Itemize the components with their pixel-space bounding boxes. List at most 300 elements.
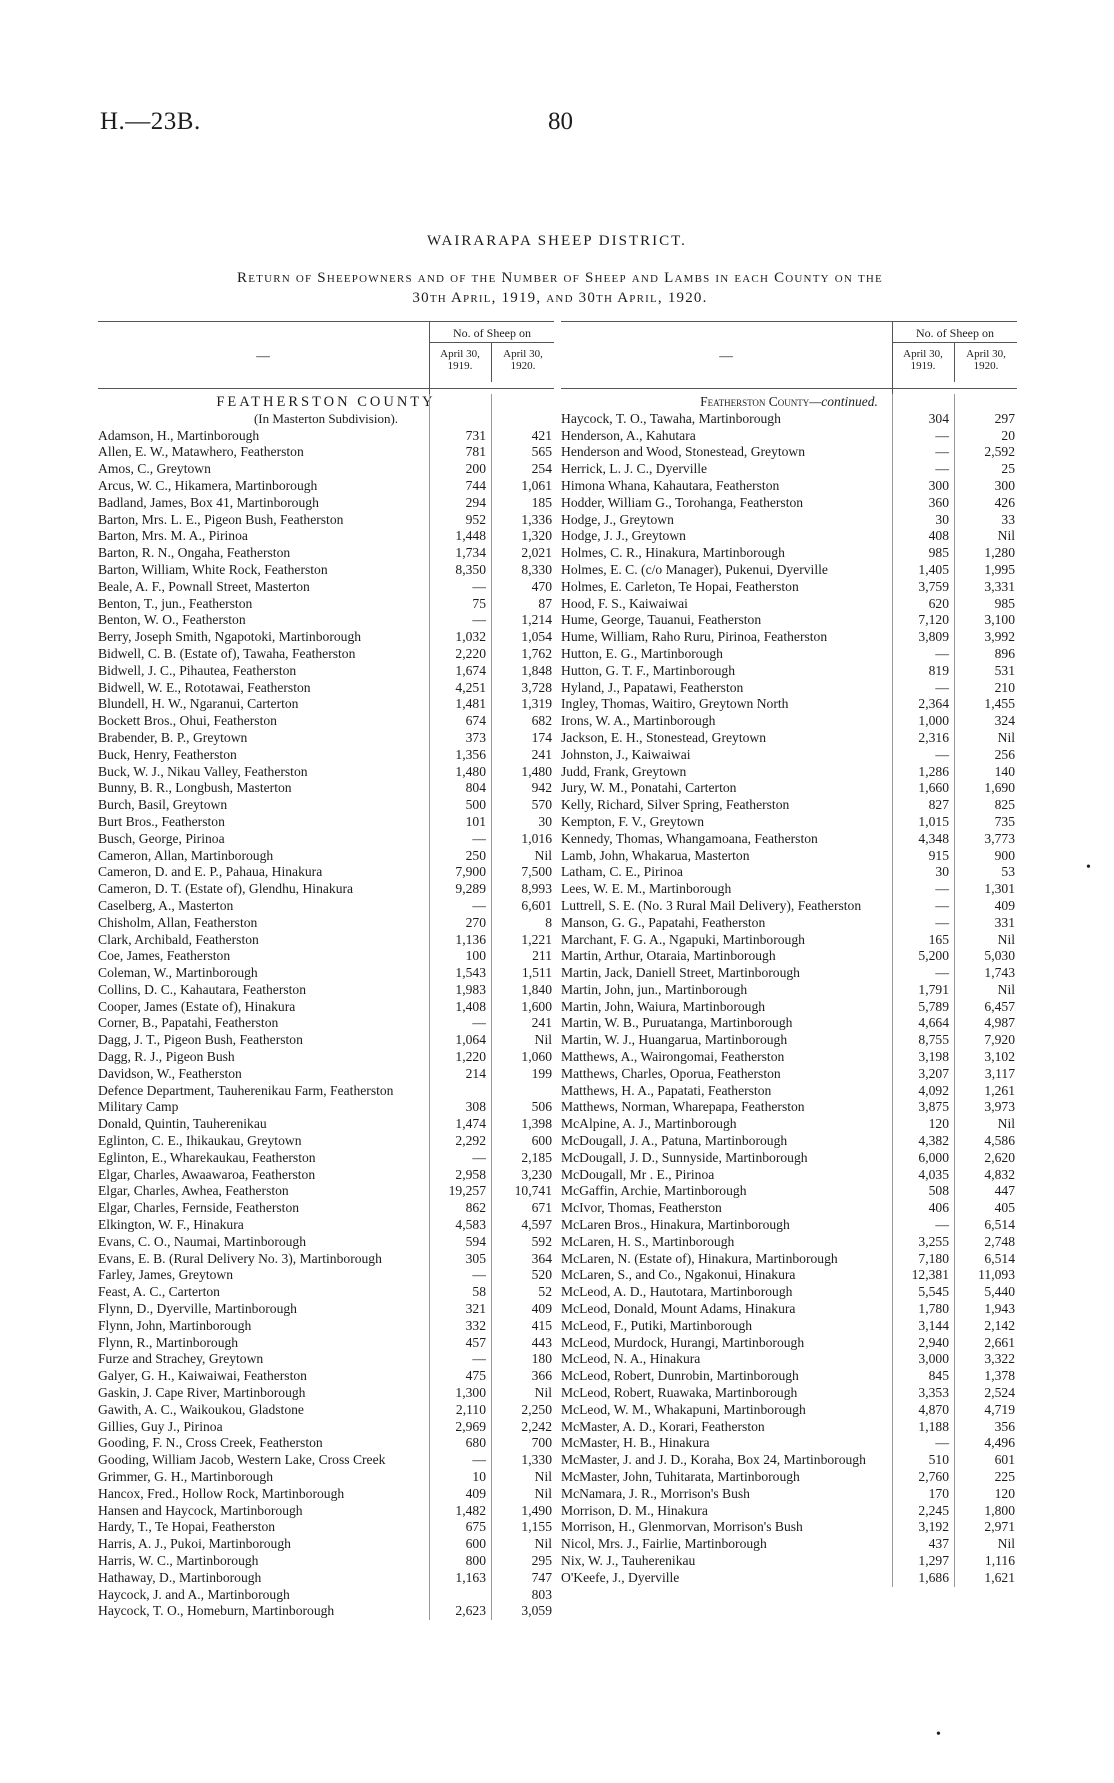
sheep-1919: 2,220	[455, 645, 486, 661]
table-row	[98, 629, 554, 646]
sheep-1919: 4,382	[918, 1133, 949, 1149]
sheep-1920: 592	[531, 1233, 552, 1249]
owner-name: Dagg, R. J., Pigeon Bush	[98, 1049, 235, 1065]
owner-name: McAlpine, A. J., Martinborough	[561, 1116, 737, 1132]
page-number: 80	[548, 108, 573, 135]
table-row	[98, 1133, 554, 1150]
sheep-1920: 747	[531, 1569, 552, 1585]
sheep-1920: 1,116	[984, 1552, 1015, 1568]
sheep-1920: 1,319	[521, 696, 552, 712]
sheep-1919: 781	[465, 444, 486, 460]
owner-name: Lamb, John, Whakarua, Masterton	[561, 847, 750, 863]
table-row	[98, 1301, 554, 1318]
sheep-1919: 7,180	[918, 1250, 949, 1266]
owner-name: Hancox, Fred., Hollow Rock, Martinborough	[98, 1485, 345, 1501]
owner-name: Martin, John, Waiura, Martinborough	[561, 998, 766, 1014]
sheep-1919: 1,015	[918, 813, 949, 829]
table-row	[561, 478, 1017, 495]
sheep-1919: 4,251	[455, 679, 486, 695]
table-row	[561, 999, 1017, 1016]
sheep-1919: 1,482	[455, 1502, 486, 1518]
table-row	[561, 1402, 1017, 1419]
owner-name: Lees, W. E. M., Martinborough	[561, 881, 732, 897]
owner-name: Latham, C. E., Pirinoa	[561, 864, 683, 880]
table-row	[561, 1015, 1017, 1032]
sheep-1920: 1,280	[984, 545, 1015, 561]
owner-name: McMaster, A. D., Korari, Featherston	[561, 1418, 765, 1434]
sheep-1919: 101	[465, 813, 486, 829]
table-row	[561, 764, 1017, 781]
sheep-1920: 87	[538, 595, 552, 611]
sheep-1920: 225	[994, 1469, 1015, 1484]
table-row	[561, 915, 1017, 932]
table-row	[561, 1284, 1017, 1301]
sheep-1919: 1,405	[918, 561, 949, 577]
table-row	[561, 1217, 1017, 1234]
owner-name: Martin, W. B., Puruatanga, Martinborough	[561, 1015, 793, 1031]
table-row	[98, 663, 554, 680]
sheep-1920: 1,320	[521, 528, 552, 544]
owner-name: Davidson, W., Featherston	[98, 1065, 242, 1081]
sheep-1919: —	[935, 1435, 949, 1451]
sheep-1920: Nil	[534, 1536, 552, 1552]
sheep-1919: 1,448	[455, 528, 486, 544]
sheep-1920: 4,719	[984, 1401, 1015, 1417]
table-row	[561, 1301, 1017, 1318]
owner-name: Defence Department, Tauherenikau Farm, Featherston Military Camp	[98, 1082, 394, 1115]
sheep-1919: 1,686	[918, 1569, 949, 1585]
sheep-1920: 199	[531, 1065, 552, 1081]
owner-name: Furze and Strachey, Greytown	[98, 1351, 264, 1367]
sheep-1919: 12,381	[911, 1267, 949, 1283]
owner-name: Elkington, W. F., Hinakura	[98, 1217, 244, 1233]
sheep-1920: 364	[531, 1250, 552, 1266]
sheep-1920: 2,620	[984, 1149, 1015, 1165]
sheep-1919: —	[935, 965, 949, 981]
owner-name: Eglinton, E., Wharekaukau, Featherston	[98, 1149, 316, 1165]
sheep-1919: 408	[928, 528, 949, 544]
sheep-1920: 1,221	[521, 931, 552, 947]
sheep-1919: —	[472, 830, 486, 846]
owner-name: McLeod, Donald, Mount Adams, Hinakura	[561, 1301, 796, 1317]
owner-name: Gooding, F. N., Cross Creek, Featherston	[98, 1435, 323, 1451]
sheep-1919: 409	[465, 1485, 486, 1501]
table-row	[98, 680, 554, 697]
owner-name: Marchant, F. G. A., Ngapuki, Martinborough	[561, 931, 805, 947]
sheep-1920: 331	[994, 914, 1015, 930]
owner-name: Barton, Mrs. M. A., Pirinoa	[98, 528, 248, 544]
sheep-1920: 1,060	[521, 1049, 552, 1065]
table-row	[561, 545, 1017, 562]
table-row	[98, 545, 554, 562]
table-row	[561, 444, 1017, 461]
owner-name: Hume, George, Tauanui, Featherston	[561, 612, 762, 628]
sheep-1919: 3,192	[918, 1519, 949, 1535]
table-row	[98, 1486, 554, 1503]
owner-name: McIvor, Thomas, Featherston	[561, 1200, 722, 1216]
owner-name: Cameron, D. and E. P., Pahaua, Hinakura	[98, 864, 323, 880]
sheep-1919: 321	[465, 1301, 486, 1317]
owner-name: McLaren, S., and Co., Ngakonui, Hinakura	[561, 1267, 796, 1283]
sheep-1919: —	[935, 427, 949, 443]
sheep-1920: 6,514	[984, 1217, 1015, 1233]
owner-name: Gillies, Guy J., Pirinoa	[98, 1418, 223, 1434]
sheep-1919: 1,674	[455, 662, 486, 678]
table-row	[561, 848, 1017, 865]
owner-name: Morrison, H., Glenmorvan, Morrison's Bush	[561, 1519, 803, 1535]
owner-name: Cameron, D. T. (Estate of), Glendhu, Hinakura	[98, 881, 354, 897]
owner-name: Kennedy, Thomas, Whangamoana, Featherston	[561, 830, 818, 846]
sheep-1919: 19,257	[448, 1183, 486, 1199]
sheep-1920: 10,741	[514, 1183, 552, 1199]
sheep-1919: —	[935, 645, 949, 661]
sheep-1919: 1,983	[455, 981, 486, 997]
sheep-1919: 1,064	[455, 1032, 486, 1048]
sheep-1920: 300	[994, 477, 1015, 493]
table-row	[561, 1335, 1017, 1352]
table-row	[98, 1603, 554, 1620]
header-group-label: No. of Sheep on	[916, 326, 994, 340]
table-row	[98, 730, 554, 747]
sheep-1919: 7,900	[455, 864, 486, 880]
sheep-1919: 1,300	[455, 1385, 486, 1401]
owner-name: Bidwell, W. E., Rototawai, Featherston	[98, 679, 311, 695]
sheep-1920: 25	[1001, 461, 1015, 477]
table-row	[561, 1318, 1017, 1335]
header-col-1919: April 30, 1919.	[440, 348, 480, 372]
sheep-1919: 360	[928, 494, 949, 510]
sheep-1919: 1,188	[918, 1418, 949, 1434]
sheep-1920: 1,061	[521, 477, 552, 493]
owner-name: Amos, C., Greytown	[98, 461, 211, 477]
sheep-1919: 304	[928, 410, 949, 426]
table-row	[98, 1368, 554, 1385]
table-row	[98, 764, 554, 781]
table-row	[561, 528, 1017, 545]
margin-mark: •	[936, 1727, 941, 1742]
sheep-1920: 570	[531, 797, 552, 813]
owner-name: Harris, A. J., Pukoi, Martinborough	[98, 1536, 291, 1552]
sheep-1920: 4,987	[984, 1015, 1015, 1031]
sheep-1920: 447	[994, 1183, 1015, 1199]
table-row	[98, 1234, 554, 1251]
table-row	[561, 1267, 1017, 1284]
sheep-1920: 4,586	[984, 1133, 1015, 1149]
header-col-1920: April 30, 1920.	[503, 348, 543, 372]
sheep-1919: 3,353	[918, 1385, 949, 1401]
table-row	[561, 1503, 1017, 1520]
sheep-1919: 2,316	[918, 729, 949, 745]
sheep-1919: 5,789	[918, 998, 949, 1014]
table-row	[98, 696, 554, 713]
table-row	[98, 528, 554, 545]
table-row	[561, 646, 1017, 663]
table-row	[98, 562, 554, 579]
sheep-1920: 985	[994, 595, 1015, 611]
table-row	[561, 1251, 1017, 1268]
sheep-1920: Nil	[997, 1536, 1015, 1552]
sheep-1919: 475	[465, 1368, 486, 1384]
table-row	[98, 1335, 554, 1352]
owner-name: Judd, Frank, Greytown	[561, 763, 687, 779]
sheep-1919: 30	[935, 511, 949, 527]
sheep-1919: 3,000	[918, 1351, 949, 1367]
table-row	[98, 428, 554, 445]
table-row	[98, 596, 554, 613]
owner-name: Collins, D. C., Kahautara, Featherston	[98, 981, 307, 997]
sheep-1919: 4,870	[918, 1401, 949, 1417]
owner-name: Benton, W. O., Featherston	[98, 612, 246, 628]
owner-name: Matthews, H. A., Papatati, Featherston	[561, 1082, 772, 1098]
owner-name: Evans, E. B. (Rural Delivery No. 3), Martinborough	[98, 1250, 382, 1266]
sheep-1919: 4,664	[918, 1015, 949, 1031]
sheep-1920: 506	[531, 1099, 552, 1115]
sheep-1919: —	[935, 1217, 949, 1233]
sheep-1920: 3,728	[521, 679, 552, 695]
sheep-1920: 52	[538, 1284, 552, 1300]
section-title-continued	[561, 394, 1017, 411]
sheep-1919: 2,760	[918, 1469, 949, 1484]
table-row	[561, 1519, 1017, 1536]
table-row	[98, 915, 554, 932]
sheep-1919: 1,286	[918, 763, 949, 779]
owner-name: Hathaway, D., Martinborough	[98, 1569, 262, 1585]
sheep-1920: 3,773	[984, 830, 1015, 846]
owner-name: Harris, W. C., Martinborough	[98, 1552, 259, 1568]
owner-name: Coe, James, Featherston	[98, 948, 231, 964]
table-row	[561, 1536, 1017, 1553]
table-row	[561, 696, 1017, 713]
sheep-1919: 2,969	[455, 1418, 486, 1434]
owner-name: Flynn, D., Dyerville, Martinborough	[98, 1301, 297, 1317]
sheep-1920: 53	[1001, 864, 1015, 880]
sheep-1919: 270	[465, 914, 486, 930]
table-row	[561, 428, 1017, 445]
owner-name: Donald, Quintin, Tauherenikau	[98, 1116, 267, 1132]
table-row	[561, 1435, 1017, 1452]
sheep-1920: 3,117	[984, 1065, 1015, 1081]
sheep-1920: 6,601	[521, 897, 552, 913]
sheep-1920: 1,398	[521, 1116, 552, 1132]
sheep-1919: 1,480	[455, 763, 486, 779]
sheep-1919: 804	[465, 780, 486, 796]
sheep-1920: 1,511	[521, 965, 552, 981]
table-row	[561, 1167, 1017, 1184]
table-row	[561, 411, 1017, 428]
sheep-1920: 2,185	[521, 1149, 552, 1165]
sheep-1919: 305	[465, 1250, 486, 1266]
sheep-1919: 8,350	[455, 561, 486, 577]
owner-name: Haycock, T. O., Homeburn, Martinborough	[98, 1603, 335, 1619]
sheep-1919: 3,255	[918, 1233, 949, 1249]
sheep-1919: 819	[928, 662, 949, 678]
sheep-1919: 170	[928, 1485, 949, 1501]
sheep-1919: 308	[465, 1099, 486, 1115]
owner-name: Flynn, R., Martinborough	[98, 1334, 239, 1350]
sheep-1919: 1,791	[918, 981, 949, 997]
table-row	[98, 1553, 554, 1570]
owner-name: Hodge, J. J., Greytown	[561, 528, 686, 544]
owner-name: Blundell, H. W., Ngaranui, Carterton	[98, 696, 299, 712]
sheep-1920: 470	[531, 578, 552, 594]
sheep-1919: 845	[928, 1368, 949, 1384]
sheep-1919: 2,940	[918, 1334, 949, 1350]
table-row	[98, 1032, 554, 1049]
owner-name: Hodge, J., Greytown	[561, 511, 674, 527]
sheep-1920: 1,378	[984, 1368, 1015, 1384]
sheep-1919: 620	[928, 595, 949, 611]
sheep-1919: 5,545	[918, 1284, 949, 1300]
table-row	[561, 831, 1017, 848]
sheep-1920: 900	[994, 847, 1015, 863]
table-row	[561, 612, 1017, 629]
sheep-1920: 409	[994, 897, 1015, 913]
sheep-1920: 5,030	[984, 948, 1015, 964]
table-row	[561, 713, 1017, 730]
table-row	[98, 848, 554, 865]
sheep-1920: Nil	[534, 847, 552, 863]
owner-name: McMaster, John, Tuhitarata, Martinborough	[561, 1469, 800, 1484]
owner-name: Coleman, W., Martinborough	[98, 965, 258, 981]
owner-name: Flynn, John, Martinborough	[98, 1317, 252, 1333]
sheep-1919: 1,408	[455, 998, 486, 1014]
sheep-1920: 520	[531, 1267, 552, 1283]
table-row	[98, 1570, 554, 1587]
table-row	[561, 1570, 1017, 1587]
sheep-1920: 8	[545, 914, 552, 930]
sheep-1919: 1,734	[455, 545, 486, 561]
sheep-1920: 3,230	[521, 1166, 552, 1182]
table-row	[98, 1318, 554, 1335]
table-row	[561, 579, 1017, 596]
owner-name: Haycock, J. and A., Martinborough	[98, 1586, 290, 1602]
sheep-1919: 2,245	[918, 1502, 949, 1518]
table-row	[98, 1200, 554, 1217]
table-row	[98, 948, 554, 965]
owner-name: Elgar, Charles, Awaawaroa, Featherston	[98, 1166, 316, 1182]
sheep-1920: 30	[538, 813, 552, 829]
sheep-1919: 457	[465, 1334, 486, 1350]
sheep-1920: 3,992	[984, 629, 1015, 645]
owner-name: McLeod, Robert, Dunrobin, Martinborough	[561, 1368, 799, 1384]
table-row	[98, 495, 554, 512]
table-row	[561, 1133, 1017, 1150]
sheep-1919: —	[472, 612, 486, 628]
table-row	[561, 898, 1017, 915]
table-row	[561, 780, 1017, 797]
owner-name: McLeod, W. M., Whakapuni, Martinborough	[561, 1401, 806, 1417]
sheep-1920: Nil	[534, 1485, 552, 1501]
sheep-1919: 7,120	[918, 612, 949, 628]
right-column	[561, 321, 1017, 1587]
owner-name: McLeod, Murdock, Hurangi, Martinborough	[561, 1334, 805, 1350]
sheep-1919: 5,200	[918, 948, 949, 964]
sheep-1919: 594	[465, 1233, 486, 1249]
owner-name: Irons, W. A., Martinborough	[561, 713, 716, 729]
sheep-1919: 1,163	[455, 1569, 486, 1585]
sheep-1920: 2,524	[984, 1385, 1015, 1401]
owner-name: Holmes, E. C. (c/o Manager), Pukenui, Dyerville	[561, 561, 828, 577]
owner-name: Nicol, Mrs. J., Fairlie, Martinborough	[561, 1536, 767, 1552]
sheep-1919: 4,092	[918, 1082, 949, 1098]
sheep-1920: 565	[531, 444, 552, 460]
table-row	[98, 444, 554, 461]
sheep-1920: 1,943	[984, 1301, 1015, 1317]
owner-name: Adamson, H., Martinborough	[98, 427, 260, 443]
owner-name: Bidwell, J. C., Pihautea, Featherston	[98, 662, 297, 678]
table-row	[561, 1469, 1017, 1486]
sheep-1919: 2,292	[455, 1133, 486, 1149]
sheep-1920: 297	[994, 410, 1015, 426]
table-row	[561, 1066, 1017, 1083]
sheep-1919: —	[935, 461, 949, 477]
owner-name: Galyer, G. H., Kaiwaiwai, Featherston	[98, 1368, 307, 1384]
owner-name: Holmes, E. Carleton, Te Hopai, Featherston	[561, 578, 799, 594]
table-row	[98, 1402, 554, 1419]
table-row	[98, 1116, 554, 1133]
sheep-1920: 324	[994, 713, 1015, 729]
owner-name: McMaster, J. and J. D., Koraha, Box 24, Martinborough	[561, 1452, 866, 1468]
sheep-1919: 1,032	[455, 629, 486, 645]
owner-name: Buck, Henry, Featherston	[98, 746, 237, 762]
sheep-1919: 1,660	[918, 780, 949, 796]
sheep-1920: 4,597	[521, 1217, 552, 1233]
sheep-1920: 120	[994, 1485, 1015, 1501]
sheep-1919: 1,474	[455, 1116, 486, 1132]
sheep-1920: 210	[994, 679, 1015, 695]
sheep-1920: 20	[1001, 427, 1015, 443]
table-row	[98, 1419, 554, 1436]
sheep-1920: 1,762	[521, 645, 552, 661]
sheep-1919: 6,000	[918, 1149, 949, 1165]
owner-name: Beale, A. F., Pownall Street, Masterton	[98, 578, 310, 594]
owner-name: McLeod, Robert, Ruawaka, Martinborough	[561, 1385, 798, 1401]
sheep-1919: 332	[465, 1317, 486, 1333]
sheep-1920: 6,514	[984, 1250, 1015, 1266]
sheep-1920: 180	[531, 1351, 552, 1367]
sheep-1919: 2,958	[455, 1166, 486, 1182]
table-row	[98, 831, 554, 848]
sheep-1919: 1,543	[455, 965, 486, 981]
owner-name: Barton, R. N., Ongaha, Featherston	[98, 545, 291, 561]
sheep-1920: 600	[531, 1133, 552, 1149]
sheep-1919: 600	[465, 1536, 486, 1552]
owner-name: Berry, Joseph Smith, Ngapotoki, Martinborough	[98, 629, 362, 645]
owner-name: Gawith, A. C., Waikoukou, Gladstone	[98, 1401, 304, 1417]
sheep-1919: 3,875	[918, 1099, 949, 1115]
owner-name: Grimmer, G. H., Martinborough	[98, 1469, 274, 1484]
owner-name: Feast, A. C., Carterton	[98, 1284, 220, 1300]
owner-name: Morrison, D. M., Hinakura	[561, 1502, 708, 1518]
owner-name: McDougall, Mr . E., Pirinoa	[561, 1166, 715, 1182]
return-subtitle-line-1: Return of Sheepowners and of the Number of Sheep and Lambs in each County on the	[237, 270, 883, 286]
sheep-1919: 1,136	[455, 931, 486, 947]
table-row	[98, 881, 554, 898]
owner-name: Matthews, A., Wairongomai, Featherston	[561, 1049, 785, 1065]
table-row	[561, 1385, 1017, 1402]
owner-name: McLaren, N. (Estate of), Hinakura, Martinborough	[561, 1250, 838, 1266]
sheep-1919: 680	[465, 1435, 486, 1451]
table-row	[98, 512, 554, 529]
sheep-1920: 2,250	[521, 1401, 552, 1417]
sheep-1920: 825	[994, 797, 1015, 813]
table-row	[98, 797, 554, 814]
owner-name: Hutton, G. T. F., Martinborough	[561, 662, 735, 678]
table-row	[98, 1267, 554, 1284]
owner-name: Jury, W. M., Ponatahi, Carterton	[561, 780, 737, 796]
sheep-1920: 1,743	[984, 965, 1015, 981]
owner-name: Gaskin, J. Cape River, Martinborough	[98, 1385, 306, 1401]
